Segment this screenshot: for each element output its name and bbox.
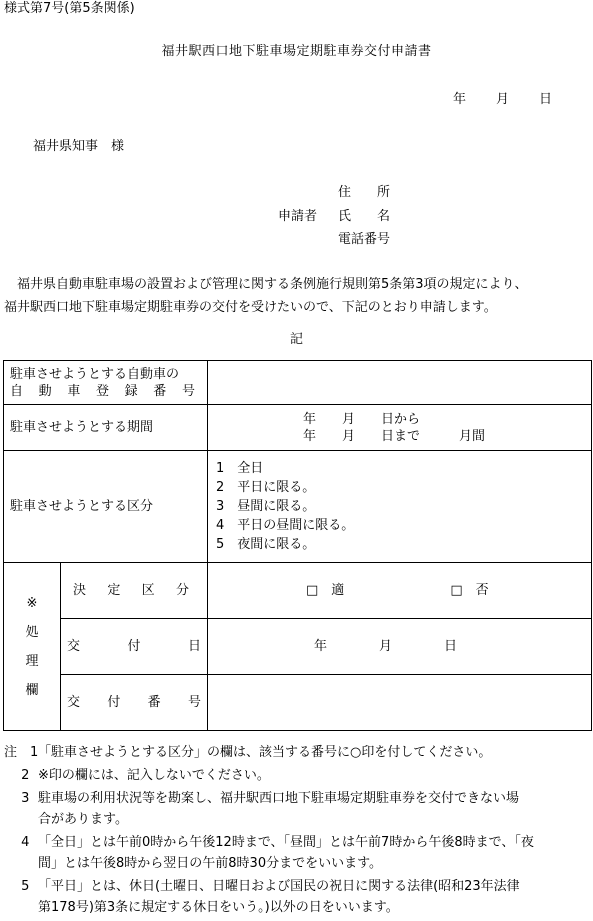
office-use-label: ※ 処 理 欄 xyxy=(4,563,61,731)
application-date xyxy=(453,92,552,108)
issue-number-label: 交 付 番 号 xyxy=(61,675,208,731)
category-option-5[interactable]: 5 夜間に限る。 xyxy=(216,537,316,552)
decision-reject-checkbox[interactable]: □ 否 xyxy=(450,583,489,598)
applicant-label: 申請者 xyxy=(278,209,318,224)
category-option-3[interactable]: 3 昼間に限る。 xyxy=(216,499,316,514)
ki-heading: 記 xyxy=(289,332,303,347)
note-1: 注 1 「駐車させようとする区分」の欄は、該当する番号に○印を付してください。 xyxy=(4,745,492,760)
note-3-cont: 合があります。 xyxy=(38,812,128,827)
date-day-label: 日 xyxy=(539,92,553,107)
category-row xyxy=(4,451,592,563)
registration-label-line-2: 自 動 車 登 録 番 号 xyxy=(10,383,195,399)
name-label: 氏 名 xyxy=(338,209,391,224)
issue-date-row xyxy=(4,619,592,675)
category-options[interactable] xyxy=(208,451,592,563)
note-4: 4 「全日」とは午前0時から午後12時まで、「昼間」とは午前7時から午後8時まで、「夜 xyxy=(4,835,534,850)
date-month-label: 月 xyxy=(496,92,510,107)
body-line-1: 福井県自動車駐車場の設置および管理に関する条例施行規則第5条第3項の規定により、 xyxy=(4,277,528,292)
category-option-4[interactable]: 4 平日の昼間に限る。 xyxy=(216,518,355,533)
category-label: 駐車させようとする区分 xyxy=(4,451,208,563)
registration-label-line-1: 駐車させようとする自動車の xyxy=(10,366,180,382)
issue-date-label: 交 付 日 xyxy=(61,619,208,675)
registration-row xyxy=(4,361,592,405)
note-4-cont: 間」とは午後8時から翌日の午前8時30分までをいいます。 xyxy=(38,856,383,871)
note-5-cont: 第178号)第3条に規定する休日をいう。)以外の日をいいます。 xyxy=(38,900,399,915)
application-table xyxy=(3,360,592,731)
registration-label xyxy=(4,361,208,405)
decision-row xyxy=(4,563,592,619)
phone-label: 電話番号 xyxy=(338,232,391,247)
period-from: 年 月 日から xyxy=(303,411,421,427)
note-5: 5 「平日」とは、休日(土曜日、日曜日および国民の祝日に関する法律(昭和23年法律 xyxy=(4,879,520,894)
form-number: 様式第7号(第5条関係) xyxy=(4,1,135,16)
issue-date-field[interactable] xyxy=(208,619,592,675)
category-option-2[interactable]: 2 平日に限る。 xyxy=(216,480,316,495)
decision-label: 決 定 区 分 xyxy=(61,563,208,619)
date-year-label: 年 xyxy=(453,92,467,107)
decision-approve-checkbox[interactable]: □ 適 xyxy=(306,583,345,598)
document-title: 福井駅西口地下駐車場定期駐車券交付申請書 xyxy=(161,44,432,59)
addressee: 福井県知事 様 xyxy=(33,139,125,154)
period-row xyxy=(4,405,592,451)
registration-number-field[interactable] xyxy=(208,361,592,405)
period-field[interactable] xyxy=(208,405,592,451)
body-line-2: 福井駅西口地下駐車場定期駐車券の交付を受けたいので、下記のとおり申請します。 xyxy=(4,300,497,315)
decision-field xyxy=(208,563,592,619)
note-2: 2 ※印の欄には、記入しないでください。 xyxy=(4,768,270,783)
notes xyxy=(4,742,590,918)
period-to: 年 月 日まで 月間 xyxy=(303,428,486,444)
issue-date-value: 年 月 日 xyxy=(314,639,458,654)
address-label: 住 所 xyxy=(338,185,391,200)
issue-number-row xyxy=(4,675,592,731)
issue-number-field[interactable] xyxy=(208,675,592,731)
category-option-1[interactable]: 1 全日 xyxy=(216,461,264,476)
period-label: 駐車させようとする期間 xyxy=(4,405,208,451)
note-3: 3 駐車場の利用状況等を勘案し、福井駅西口地下駐車場定期駐車券を交付できない場 xyxy=(4,791,520,806)
